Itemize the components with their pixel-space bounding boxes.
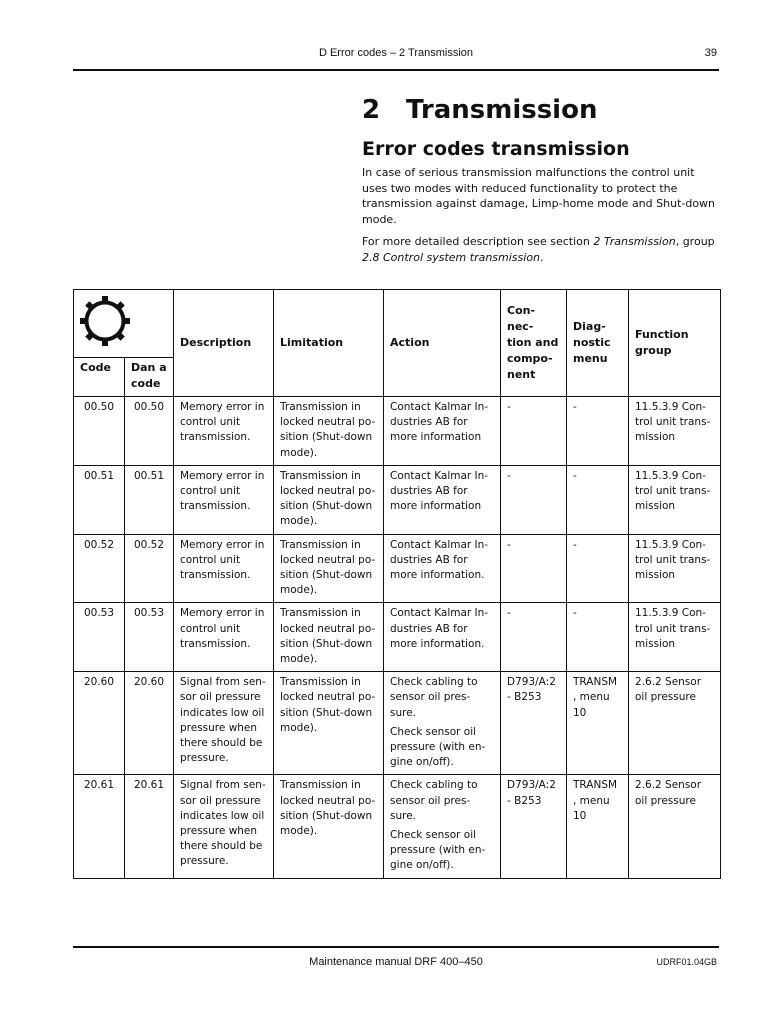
action-text: Check cabling to sensor oil pres- sure. <box>390 779 478 822</box>
diagnostic-cell: - <box>567 397 629 466</box>
description-cell: Memory error in control unit transmission. <box>174 465 274 534</box>
gear-icon <box>78 294 132 348</box>
code-cell: 00.52 <box>74 534 125 603</box>
diagnostic-cell: TRANSM , menu 10 <box>567 672 629 775</box>
table-row <box>74 534 721 603</box>
header-title: D Error codes – 2 Transmission <box>318 47 474 59</box>
connection-cell: - <box>501 397 567 466</box>
chapter-number: 2 <box>362 95 381 125</box>
table-row <box>74 397 721 466</box>
diagnostic-cell: - <box>567 603 629 672</box>
section-title: Error codes transmission <box>362 138 630 160</box>
intro-section <box>362 94 722 265</box>
reference-paragraph <box>362 234 722 265</box>
dana-code-cell: 00.52 <box>125 534 174 603</box>
connection-cell: D793/A:2 - B253 <box>501 775 567 878</box>
connection-cell: D793/A:2 - B253 <box>501 672 567 775</box>
description-cell: Memory error in control unit transmission. <box>174 397 274 466</box>
dana-code-cell: 00.51 <box>125 465 174 534</box>
action-text: Check cabling to sensor oil pres- sure. <box>390 676 478 719</box>
error-codes-table <box>73 289 721 879</box>
action-text-secondary: Check sensor oil pressure (with en- gine on/off). <box>390 725 486 769</box>
function-group-cell: 11.5.3.9 Con- trol unit trans- mission <box>629 465 721 534</box>
action-cell <box>384 465 501 534</box>
limitation-cell: Transmission in locked neutral po- sition (Shut-down mode). <box>274 672 384 775</box>
action-cell <box>384 672 501 775</box>
header-code: Code <box>74 358 125 397</box>
table-row <box>74 775 721 878</box>
action-cell <box>384 397 501 466</box>
description-cell: Signal from sen- sor oil pressure indicates low oil pressure when there should be pressure. <box>174 672 274 775</box>
table-row <box>74 672 721 775</box>
diagnostic-cell: - <box>567 465 629 534</box>
action-text: Contact Kalmar In- dustries AB for more information. <box>390 607 489 650</box>
dana-code-cell: 00.50 <box>125 397 174 466</box>
action-cell <box>384 775 501 878</box>
action-text: Contact Kalmar In- dustries AB for more information <box>390 469 489 513</box>
document-code: UDRF01.04GB <box>656 957 717 967</box>
limitation-cell: Transmission in locked neutral po- sition (Shut-down mode). <box>274 397 384 466</box>
footer-title: Maintenance manual DRF 400–450 <box>309 956 483 968</box>
limitation-cell: Transmission in locked neutral po- sition (Shut-down mode). <box>274 775 384 878</box>
icon-header-cell <box>74 290 174 358</box>
diagnostic-cell: - <box>567 534 629 603</box>
function-group-cell: 11.5.3.9 Con- trol unit trans- mission <box>629 603 721 672</box>
description-cell: Memory error in control unit transmission. <box>174 534 274 603</box>
description-cell: Memory error in control unit transmission. <box>174 603 274 672</box>
page-header <box>73 44 719 71</box>
header-connection: Con- nec- tion and compo- nent <box>501 290 567 397</box>
connection-cell: - <box>501 534 567 603</box>
page-footer <box>73 946 719 968</box>
action-text: Contact Kalmar In- dustries AB for more information. <box>390 538 489 582</box>
limitation-cell: Transmission in locked neutral po- sition (Shut-down mode). <box>274 534 384 603</box>
chapter-title <box>362 94 722 126</box>
dana-code-cell: 00.53 <box>125 603 174 672</box>
code-cell: 00.53 <box>74 603 125 672</box>
header-limitation: Limitation <box>274 290 384 397</box>
page-number: 39 <box>704 47 717 59</box>
action-text-secondary: Check sensor oil pressure (with en- gine on/off). <box>390 829 486 872</box>
reference-prefix: For more detailed description see section <box>362 235 594 248</box>
action-text: Contact Kalmar In- dustries AB for more information <box>390 401 489 444</box>
reference-suffix: . <box>540 250 544 264</box>
limitation-cell: Transmission in locked neutral po- sition (Shut-down mode). <box>274 603 384 672</box>
function-group-cell: 2.6.2 Sensor oil pressure <box>629 672 721 775</box>
chapter-name: Transmission <box>406 95 598 125</box>
connection-cell: - <box>501 603 567 672</box>
table-header-row <box>74 290 721 358</box>
header-dana-code: Dan a code <box>125 358 174 397</box>
code-cell: 20.61 <box>74 775 125 878</box>
reference-group: 2.8 Control system transmission <box>362 250 541 264</box>
reference-section: 2 Transmission <box>593 235 676 248</box>
intro-paragraph: In case of serious transmission malfunctions the control unit uses two modes with reduced functionality to protect the transmission against damage, Limp-home mode and Shut-down mode. <box>362 166 716 226</box>
limitation-cell: Transmission in locked neutral po- sition (Shut-down mode). <box>274 465 384 534</box>
description-cell: Signal from sen- sor oil pressure indicates low oil pressure when there should be pressure. <box>174 775 274 878</box>
header-action: Action <box>384 290 501 397</box>
action-cell <box>384 603 501 672</box>
function-group-cell: 11.5.3.9 Con- trol unit trans- mission <box>629 534 721 603</box>
code-cell: 00.50 <box>74 397 125 466</box>
code-cell: 00.51 <box>74 465 125 534</box>
function-group-cell: 2.6.2 Sensor oil pressure <box>629 775 721 878</box>
diagnostic-cell: TRANSM , menu 10 <box>567 775 629 878</box>
connection-cell: - <box>501 465 567 534</box>
dana-code-cell: 20.61 <box>125 775 174 878</box>
header-diagnostic: Diag- nostic menu <box>567 290 629 397</box>
action-cell <box>384 534 501 603</box>
header-description: Description <box>174 290 274 397</box>
code-cell: 20.60 <box>74 672 125 775</box>
reference-mid: , group <box>675 235 715 248</box>
dana-code-cell: 20.60 <box>125 672 174 775</box>
header-function-group: Function group <box>629 290 721 397</box>
function-group-cell: 11.5.3.9 Con- trol unit trans- mission <box>629 397 721 466</box>
table-row <box>74 465 721 534</box>
table-row <box>74 603 721 672</box>
